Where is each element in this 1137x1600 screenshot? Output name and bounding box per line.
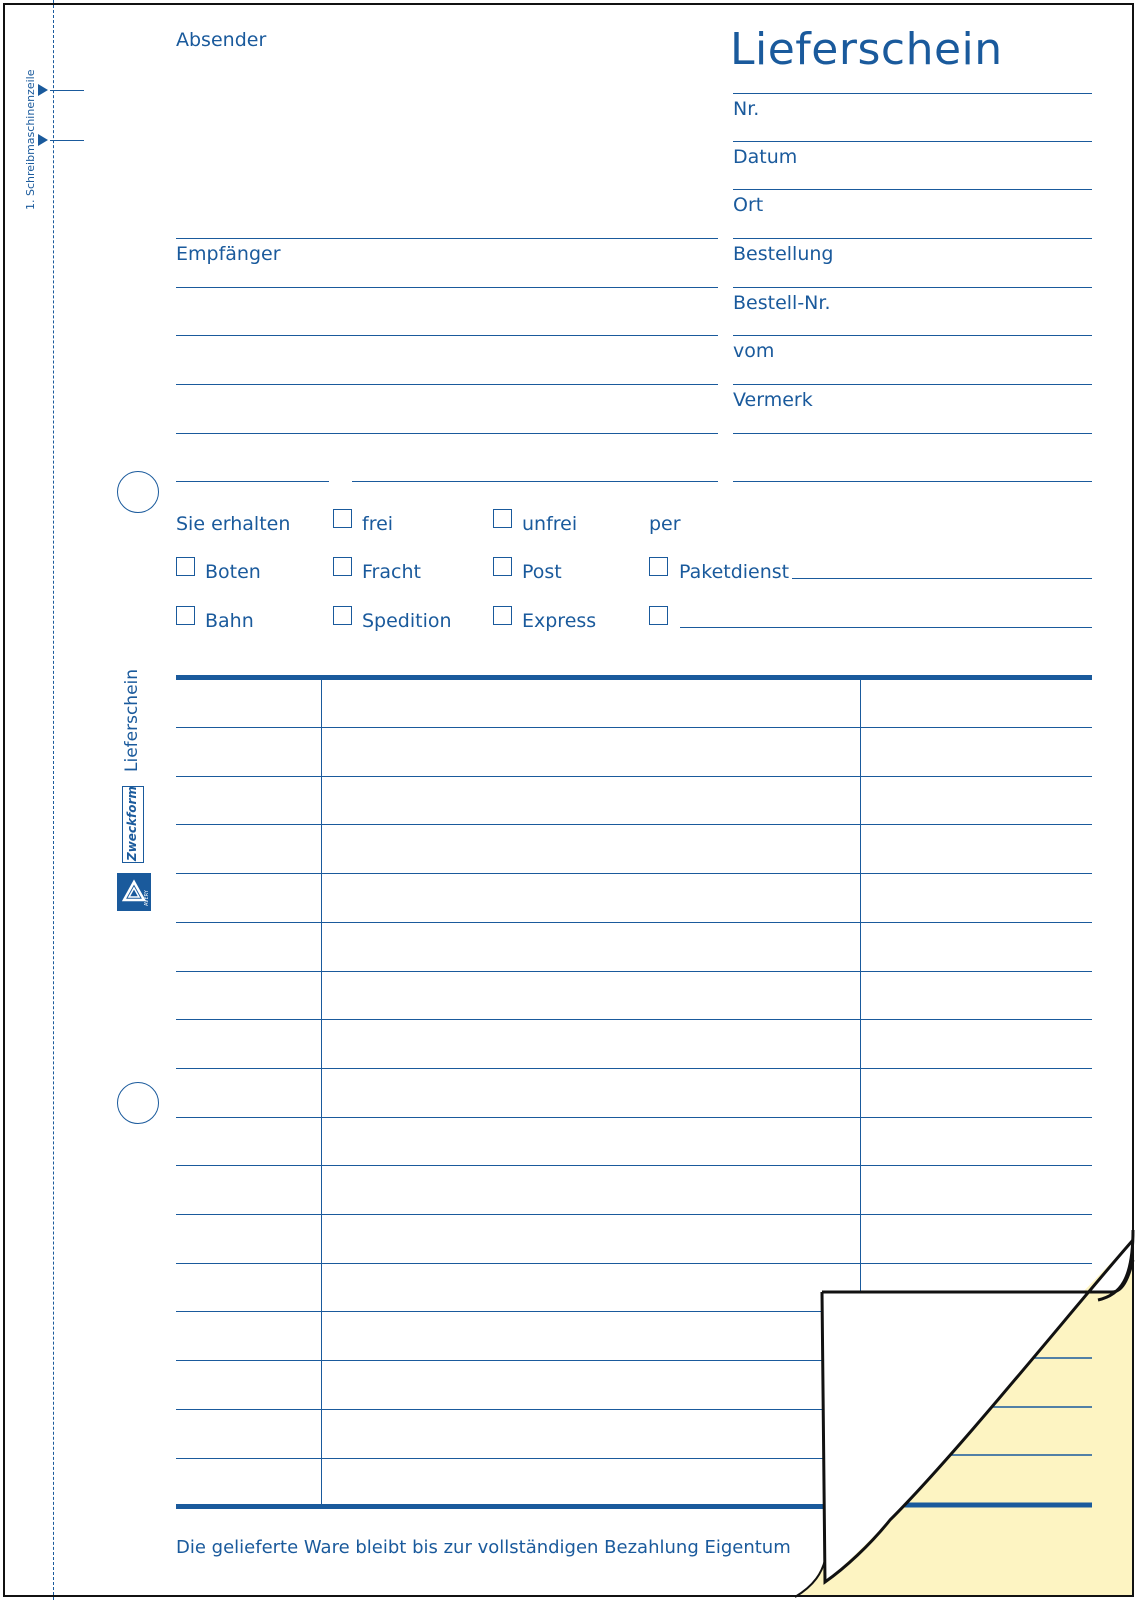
- ownership-notice: Die gelieferte Ware bleibt bis zur vollständigen Bezahlung Eigentum: [176, 1537, 791, 1558]
- option-label-express: Express: [522, 610, 597, 632]
- option-label-unfrei: unfrei: [522, 513, 578, 535]
- typewriter-line-label: 1. Schreibmaschinenzeile: [24, 69, 37, 210]
- side-form-name: Lieferschein: [122, 668, 142, 772]
- shipping-intro-label: Sie erhalten: [176, 513, 291, 535]
- field-label-vermerk: Vermerk: [733, 389, 813, 411]
- zweckform-brand: Zweckform: [125, 786, 139, 861]
- avery-logo-text: AVERY: [144, 890, 150, 906]
- form-title: Lieferschein: [730, 24, 1003, 75]
- option-label-bahn: Bahn: [205, 610, 254, 632]
- field-label-bestellung: Bestellung: [733, 243, 834, 265]
- field-label-datum: Datum: [733, 146, 798, 168]
- option-label-post: Post: [522, 561, 562, 583]
- sender-label: Absender: [176, 29, 267, 51]
- option-label-paketdienst: Paketdienst: [679, 561, 790, 583]
- option-label-frei: frei: [362, 513, 394, 535]
- per-label: per: [649, 513, 681, 535]
- field-label-ort: Ort: [733, 194, 764, 216]
- option-label-boten: Boten: [205, 561, 261, 583]
- recipient-label: Empfänger: [176, 243, 281, 265]
- field-label-vom: vom: [733, 340, 775, 362]
- field-label-nr: Nr.: [733, 98, 760, 120]
- field-label-bestell-nr: Bestell-Nr.: [733, 292, 831, 314]
- option-label-spedition: Spedition: [362, 610, 452, 632]
- option-label-fracht: Fracht: [362, 561, 421, 583]
